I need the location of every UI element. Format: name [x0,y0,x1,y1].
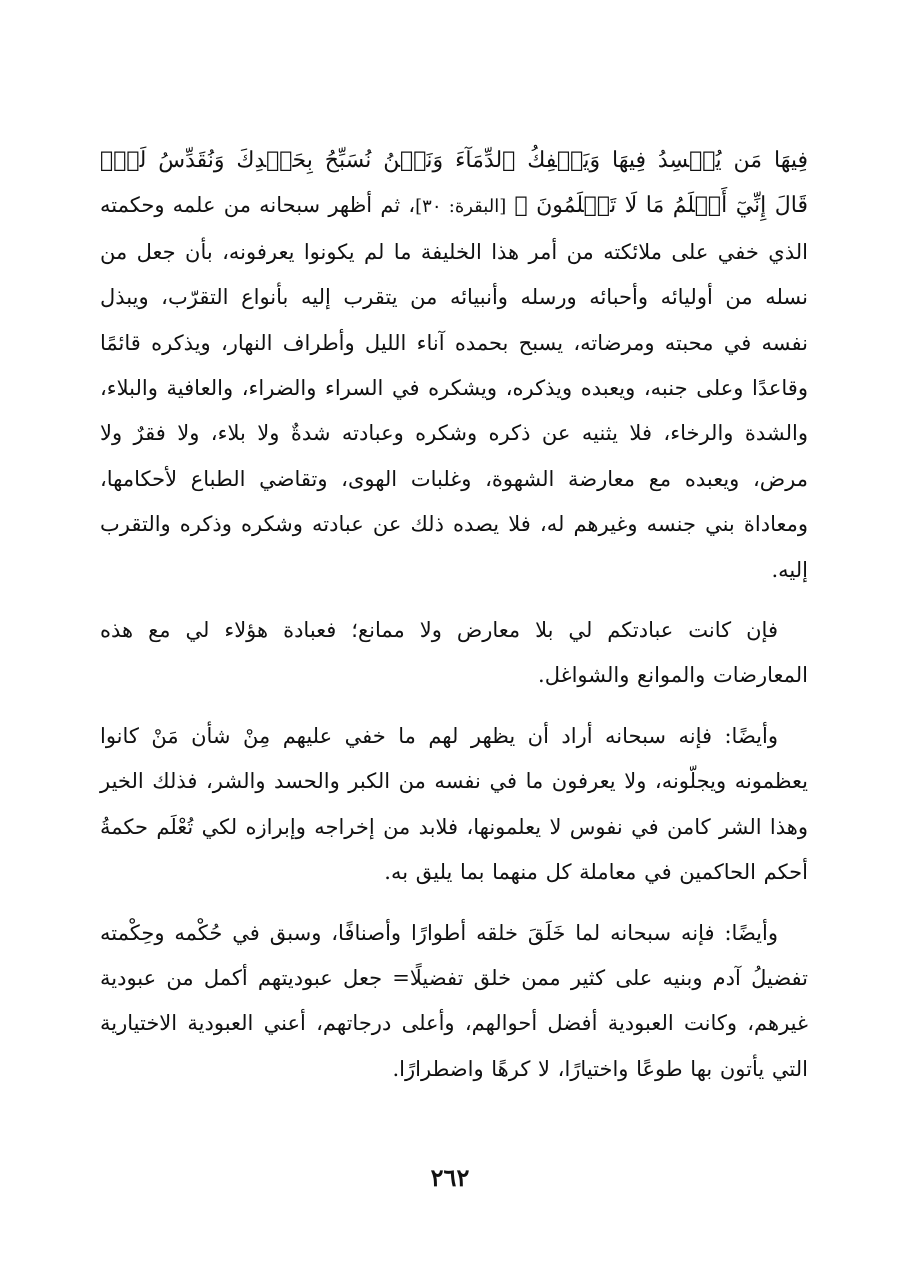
paragraph-3: وأيضًا: فإنه سبحانه أراد أن يظهر لهم ما خفي عليهم مِنْ شأن مَنْ كانوا يعظمونه ويجلّونه، ولا يعرفون ما في نفسه من الكبر والحسد والشر، فذلك الخير وهذا الشر كامن في نفوس لا يعلمونها، فلابد من إخراجه وإبرازه لكي تُعْلَم حكمةُ أحكم الحاكمين في معاملة كل منهما بما يليق به. [100,723,808,885]
quran-verse: فِيهَا مَن يُفۡسِدُ فِيهَا وَيَسۡفِكُ ٱلدِّمَآءَ وَنَحۡنُ نُسَبِّحُ بِحَمۡدِكَ وَنُقَدِّسُ لَكَۖ قَالَ إِنِّيٓ أَعۡلَمُ مَا لَا تَعۡلَمُونَ ﴾ [100,148,809,219]
paragraph-1-text: ، ثم أظهر سبحانه من علمه وحكمته الذي خفي على ملائكته من أمر هذا الخليفة ما لم يكونوا يعرفونه، بأن جعل من نسله من أوليائه وأحبائه ورسله وأنبيائه من يتقرب إليه بأنواع التقرّب، ويبذل نفسه في محبته ومرضاته، يسبح بحمده آناء الليل وأطراف النهار، ويذكره قائمًا وقاعدًا وعلى جنبه، ويعبده ويذكره، ويشكره في السراء والضراء، والعافية والبلاء، والشدة والرخاء، فلا يثنيه عن ذكره وشكره وعبادته شدةٌ ولا بلاء، ولا فقرٌ ولا مرض، ويعبده مع معارضة الشهوة، وغلبات الهوى، وتقاضي الطباع لأحكامها، ومعاداة بني جنسه وغيرهم له، فلا يصده ذلك عن عبادته وشكره وذكره والتقرب إليه. [100,193,808,582]
paragraph-gap [100,896,808,911]
paragraph-4: وأيضًا: فإنه سبحانه لما خَلَقَ خلقه أطوارًا وأصنافًا، وسبق في حُكْمه وحِكْمته تفضيلُ آدم وبنيه على كثير ممن خلق تفضيلًا= جعل عبوديتهم أكمل من عبودية غيرهم، وكانت العبودية أفضل أحوالهم، وأعلى درجاتهم، أعني العبودية الاختيارية التي يأتون بها طوعًا واختيارًا، لا كرهًا واضطرارًا. [100,920,808,1081]
page-number: ٢٦٢ [430,1163,470,1192]
paragraph-gap [100,593,808,608]
paragraph-1 [100,138,808,593]
verse-reference: [البقرة: ٣٠] [415,196,507,218]
paragraph-2: فإن كانت عبادتكم لي بلا معارض ولا ممانع؛ فعبادة هؤلاء لي مع هذه المعارضات والموانع والشواغل. [100,618,808,688]
page-body [100,138,808,1092]
paragraph-gap [100,699,808,714]
